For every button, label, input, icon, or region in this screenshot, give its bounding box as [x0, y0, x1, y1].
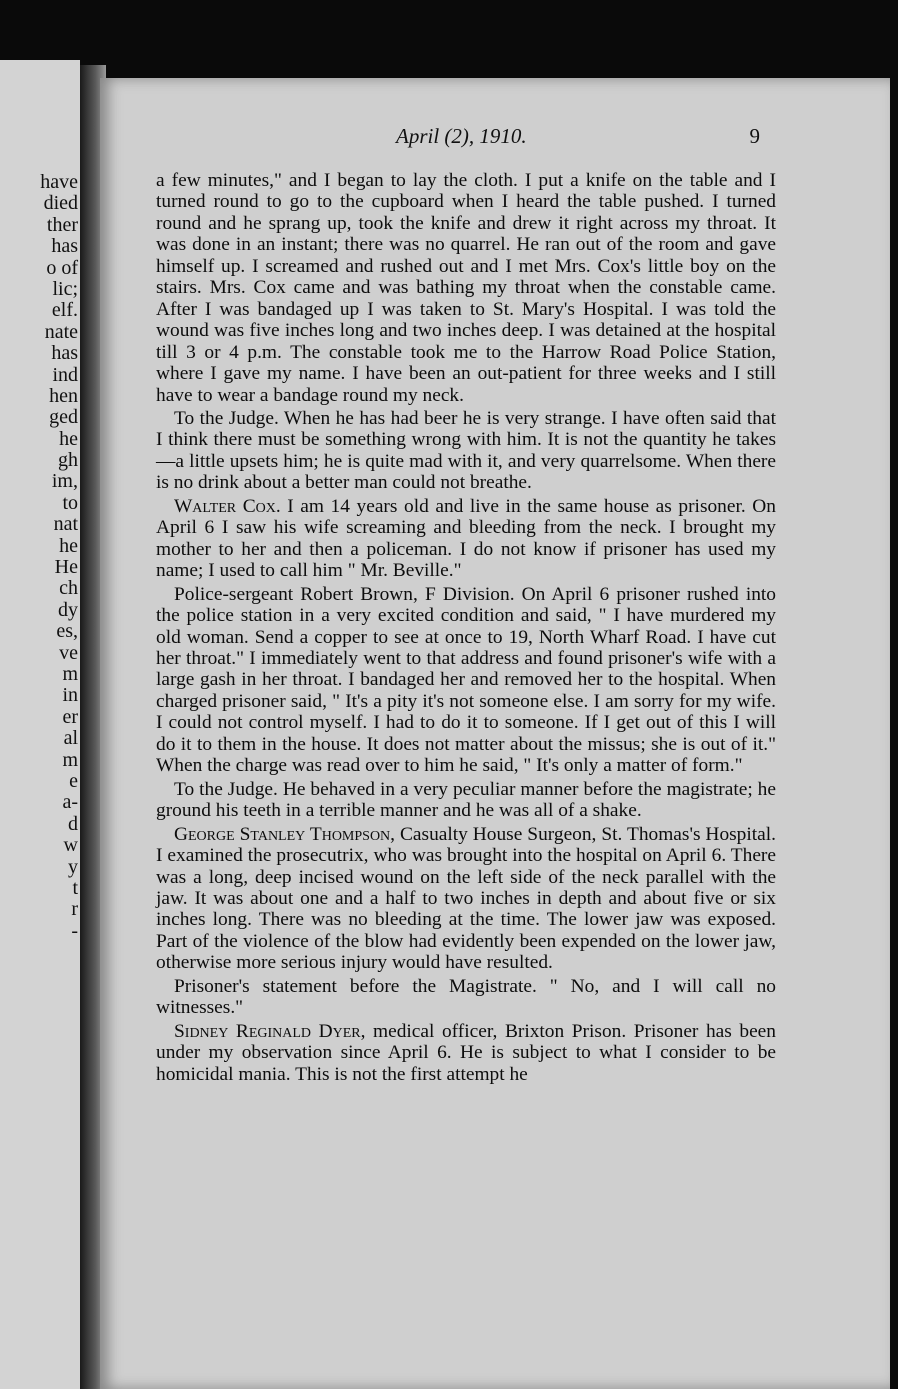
facing-page-fragment: ch [59, 577, 78, 600]
facing-page-fragment: ther [46, 213, 78, 236]
facing-page-fragment: y [68, 855, 78, 878]
facing-page-fragment: ind [52, 363, 78, 386]
facing-page-fragment: er [62, 705, 78, 728]
paragraph: Sidney Reginald Dyer, medical officer, Brixton Prison. Prisoner has been under my observation since April 6. He is subject to what I consider to be homicidal mania. This is not the first attempt he [156, 1020, 776, 1085]
facing-page-fragment: w [63, 834, 78, 857]
paragraph: George Stanley Thompson, Casualty House Surgeon, St. Thomas's Hospital. I examined the prosecutrix, who was brought into the hospital on April 6. There was a long, deep incised wound on the left side of the neck parallel with the jaw. It was about one and a half to two inches in depth and about five or six inches long. There was no bleeding at the time. The lower jaw was exposed. Part of the violence of the blow had evidently been expended on the lower jaw, otherwise more serious injury would have resulted. [156, 823, 776, 974]
facing-page-fragment: e [69, 769, 78, 792]
facing-page-fragment: died [43, 192, 78, 215]
witness-name: George Stanley Thompson, [174, 823, 396, 845]
facing-page-fragment: r [71, 898, 78, 921]
paragraph: To the Judge. When he has had beer he is very strange. I have often said that I think there must be something wrong with him. It is not the quantity he takes—a little upsets him; he is quite mad with it, and very quarrelsome. When there is no drink about a better man could not breathe. [156, 407, 776, 494]
facing-page-fragment: have [40, 171, 78, 193]
facing-page-fragment: a- [62, 791, 78, 814]
facing-page-fragment: nat [53, 513, 78, 536]
facing-page [0, 60, 80, 1389]
facing-page-fragment: has [51, 235, 78, 258]
facing-page-fragment: has [51, 342, 78, 365]
facing-page-fragment: gh [58, 449, 78, 472]
page-header [160, 124, 772, 154]
facing-page-fragment: nate [44, 320, 78, 343]
facing-page-fragment: m [62, 662, 78, 685]
witness-name: Sidney Reginald Dyer, [174, 1020, 366, 1042]
facing-page-fragment: in [62, 684, 78, 707]
facing-page-fragment: ged [49, 406, 78, 429]
witness-name: Walter Cox. [174, 495, 281, 517]
facing-page-fragment: al [63, 727, 78, 750]
facing-page-fragment: he [59, 534, 78, 557]
facing-page-fragment: o of [46, 256, 78, 279]
facing-page-fragment: he [59, 427, 78, 450]
facing-page-fragment: lic; [52, 277, 78, 300]
body-text [156, 170, 776, 1085]
facing-page-fragment: dy [58, 598, 78, 621]
facing-page-fragment: He [54, 556, 78, 579]
facing-page-fragment: ve [59, 641, 78, 664]
facing-page-fragment: elf. [51, 299, 78, 322]
paragraph: To the Judge. He behaved in a very peculiar manner before the magistrate; he ground his teeth in a terrible manner and he was all of a shake. [156, 778, 776, 822]
facing-page-text [0, 60, 80, 942]
paragraph: a few minutes," and I began to lay the cloth. I put a knife on the table and I turned round to go to the cupboard when I heard the table pushed. I turned round and he sprang up, took the knife and drew it right across my throat. It was done in an instant; there was no quarrel. He ran out of the room and gave himself up. I screamed and rushed out and I met Mrs. Cox's little boy on the stairs. Mrs. Cox came and was bathing my throat when the constable came. After I was bandaged up I was taken to St. Mary's Hospital. I was told the wound was five inches long and two inches deep. I was detained at the hospital till 3 or 4 p.m. The constable took me to the Harrow Road Police Station, where I gave my name. I have been an out-patient for three weeks and I still have to wear a bandage round my neck. [156, 170, 776, 406]
paragraph: Walter Cox. I am 14 years old and live in the same house as prisoner. On April 6 I saw his wife screaming and bleeding from the neck. I brought my mother to her and then a policeman. I do not know if prisoner has used my name; I used to call him " Mr. Beville." [156, 495, 776, 582]
facing-page-fragment: es, [56, 620, 78, 643]
running-head: April (2), 1910. [396, 124, 527, 148]
facing-page-fragment: d [68, 812, 78, 835]
facing-page-fragment: to [62, 491, 78, 514]
facing-page-fragment: - [71, 919, 78, 942]
paragraph: Prisoner's statement before the Magistrate. " No, and I will call no witnesses." [156, 975, 776, 1019]
facing-page-fragment: t [72, 876, 78, 899]
paragraph: Police-sergeant Robert Brown, F Division. On April 6 prisoner rushed into the police station in a very excited condition and said, " I have murdered my old woman. Send a copper to see at once to 19, North Wharf Road. I have cut her throat." I immediately went to that address and found prisoner's wife with a large gash in her throat. I bandaged her and removed her to the hospital. When charged prisoner said, " It's a pity it's not someone else. I am sorry for my wife. I could not control myself. I had to do it to someone. If I get out of this I will do it to them in the house. It does not matter about the missus; she is out of it." When the charge was read over to him he said, " It's only a matter of form." [156, 583, 776, 777]
facing-page-fragment: im, [51, 470, 78, 493]
facing-page-fragment: m [62, 748, 78, 771]
page-number: 9 [749, 124, 760, 148]
facing-page-fragment: hen [49, 384, 78, 407]
